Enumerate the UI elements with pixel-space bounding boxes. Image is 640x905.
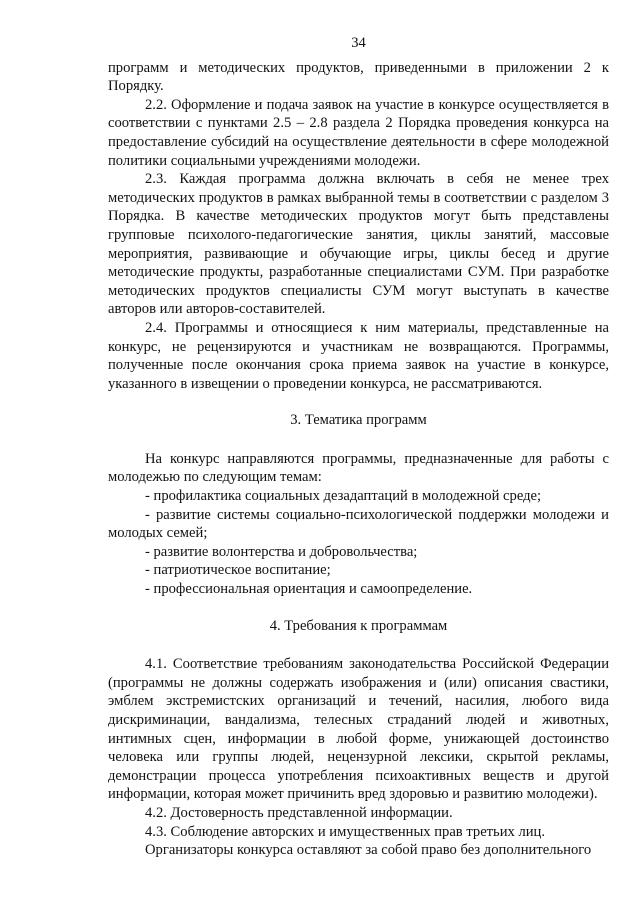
paragraph-4-1: 4.1. Соответствие требованиям законодательства Российской Федерации (программы не должны содержать изображения и (или) описания свастики, эмблем экстремистских организаций и течений, насилия, любого вида дискриминации, вандализма, телесных страданий людей и животных, интимных сцен, информации в любой форме, унижающей достоинство человека или группы людей, нецензурной лексики, скрытой рекламы, демонстрации процесса употребления психоактивных веществ и другой информации, которая может причинить вред здоровью и развитию молодежи). <box>108 656 609 803</box>
topic-item-5: - профессиональная ориентация и самоопределение. <box>145 581 473 598</box>
paragraph-2-2: 2.2. Оформление и подача заявок на участие в конкурсе осуществляется в соответствии с пунктами 2.5 – 2.8 раздела 2 Порядка проведения конкурса на предоставление субсидий на осуществление деятельности в сфере молодежной политики социальными учреждениями молодежи. <box>108 96 609 169</box>
paragraph-2-3: 2.3. Каждая программа должна включать в себя не менее трех методических продуктов в рамках выбранной темы в соответствии с разделом 3 Порядка. В качестве методических продуктов могут быть представлены групповые психолого-педагогические занятия, циклы занятий, массовые мероприятия, развивающие и обучающие игры, циклы бесед и другие методические продукты, разработанные специалистами СУМ. При разработке методических продуктов специалисты СУМ могут выступать в качестве авторов или авторов-составителей. <box>108 171 609 318</box>
section-3-intro: На конкурс направляются программы, предназначенные для работы с молодежью по следующим темам: <box>108 450 609 486</box>
paragraph-4-2: 4.2. Достоверность представленной информации. <box>145 804 453 821</box>
section-3-heading: 3. Тематика программ <box>290 412 427 429</box>
page-number: 34 <box>351 35 366 51</box>
topic-item-4: - патриотическое воспитание; <box>145 562 331 579</box>
section-4-heading: 4. Требования к программам <box>269 617 448 634</box>
paragraph-4-3: 4.3. Соблюдение авторских и имущественных прав третьих лиц. <box>145 823 546 840</box>
paragraph-organizers: Организаторы конкурса оставляют за собой право без дополнительного <box>145 842 592 859</box>
topic-item-3: - развитие волонтерства и добровольчества; <box>145 543 418 560</box>
topic-item-2: - развитие системы социально-психологической поддержки молодежи и молодых семей; <box>108 506 609 542</box>
paragraph-continuation: программ и методических продуктов, приведенными в приложении 2 к Порядку. <box>108 59 609 95</box>
topic-item-1: - профилактика социальных дезадаптаций в молодежной среде; <box>145 488 542 505</box>
paragraph-2-4: 2.4. Программы и относящиеся к ним материалы, представленные на конкурс, не рецензируются и участникам не возвращаются. Программы, полученные после окончания срока приема заявок на участие в конкурсе, указанного в извещении о проведении конкурса, не рассматриваются. <box>108 319 609 392</box>
